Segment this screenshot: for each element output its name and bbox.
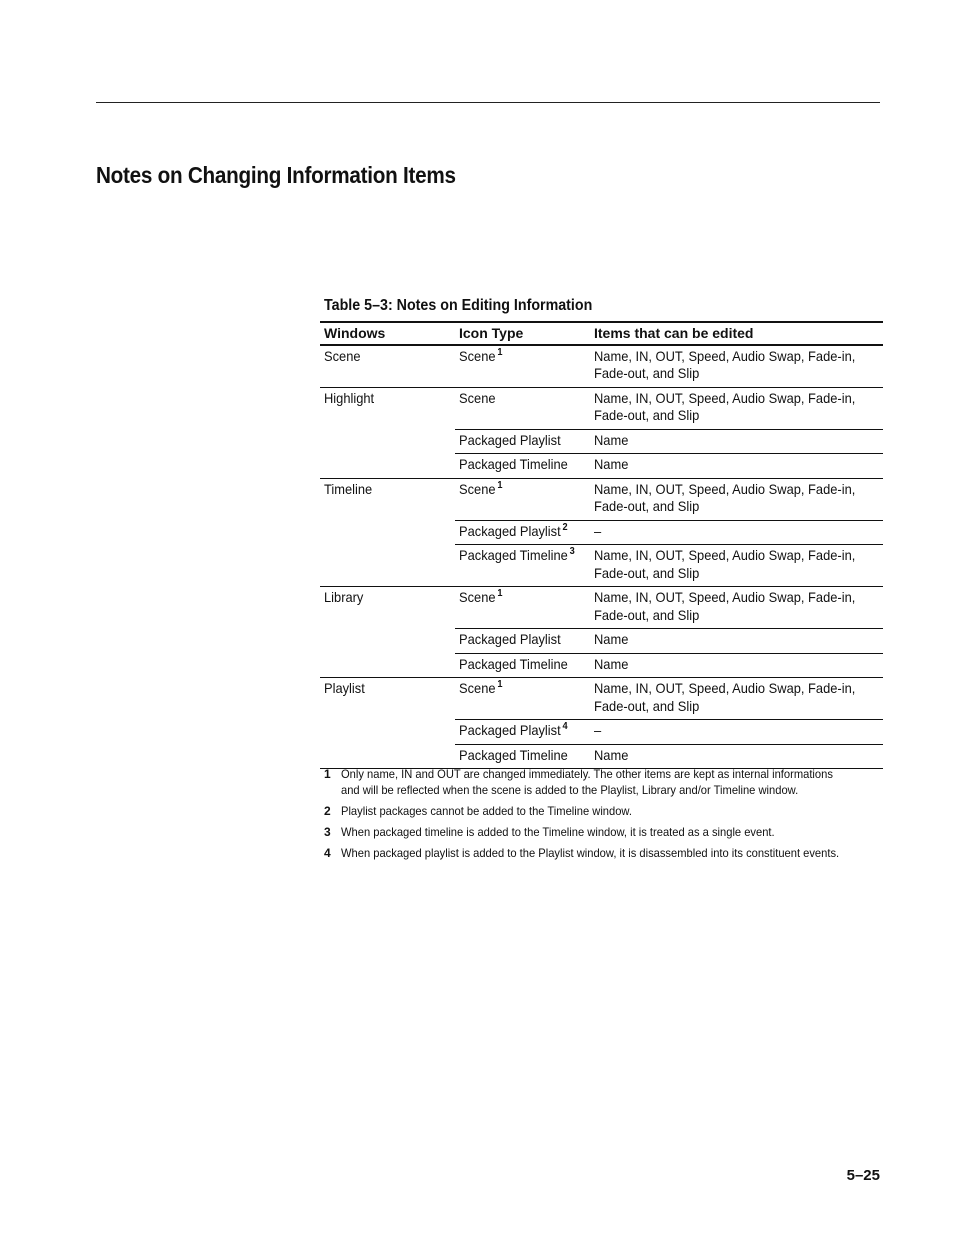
window-cell: Playlist — [320, 678, 455, 769]
table-footnotes — [324, 766, 884, 866]
icon-type-cell: Scene — [455, 387, 590, 429]
icon-type-cell: Scene $^1$ — [455, 478, 590, 520]
items-cell: Name, IN, OUT, Speed, Audio Swap, Fade-in, Fade-out, and Slip — [594, 347, 856, 381]
items-cell: – — [590, 720, 883, 745]
header-rule — [96, 102, 880, 103]
footnote-number: 2 — [324, 804, 331, 818]
footnote-ref: 1 — [497, 588, 503, 599]
items-cell: Name — [590, 653, 883, 678]
notes-table — [320, 321, 883, 769]
table-row — [320, 478, 883, 520]
items-cell: Name, IN, OUT, Speed, Audio Swap, Fade-in, Fade-out, and Slip — [590, 478, 883, 520]
table-header-row — [320, 322, 883, 345]
footnote-text: When packaged timeline is added to the Timeline window, it is treated as a single event. — [341, 825, 775, 839]
items-cell: – — [590, 520, 883, 545]
window-cell: Highlight — [320, 387, 455, 478]
items-cell: Name — [590, 429, 883, 454]
icon-type-cell: Scene $^1$ — [455, 587, 590, 629]
footnote-ref: 1 — [497, 346, 503, 358]
table-caption: Table 5–3: Notes on Editing Information — [324, 297, 593, 314]
items-cell: Name — [590, 454, 883, 479]
footnote-text: When packaged playlist is added to the Playlist window, it is disassembled into its constituent events. — [341, 846, 840, 860]
footnote — [324, 845, 884, 861]
icon-type-cell: Packaged Timeline — [455, 454, 590, 479]
icon-type-cell: Packaged Timeline — [455, 653, 590, 678]
table-row — [320, 678, 883, 720]
items-cell: Name, IN, OUT, Speed, Audio Swap, Fade-in, Fade-out, and Slip — [590, 587, 883, 629]
items-cell: Name, IN, OUT, Speed, Audio Swap, Fade-in, Fade-out, and Slip — [590, 545, 883, 587]
footnote — [324, 803, 884, 819]
footnote-ref: 1 — [497, 479, 503, 491]
footnote-text: Only name, IN and OUT are changed immediately. The other items are kept as internal informations and will be reflected when the scene is added to the Playlist, Library and/or Timeline window. — [341, 767, 833, 797]
footnote-ref: 4 — [562, 721, 568, 732]
footnote — [324, 766, 884, 798]
icon-type-cell: Packaged Playlist — [455, 629, 590, 654]
window-cell: Timeline — [320, 478, 455, 587]
items-cell: Name — [590, 629, 883, 654]
footnote-text: Playlist packages cannot be added to the Timeline window. — [341, 804, 632, 818]
footnote-ref: 2 — [562, 521, 568, 533]
footnote-number: 1 — [324, 767, 331, 781]
footnote-ref: 1 — [497, 679, 503, 690]
notes-table-container — [320, 321, 883, 769]
footnote-ref: 3 — [569, 546, 575, 557]
column-header-icon-type: Icon Type — [455, 322, 590, 345]
column-header-items-editable: Items that can be edited — [590, 322, 883, 345]
icon-type-cell: Packaged Playlist — [455, 429, 590, 454]
icon-type-cell: Scene $^1$ — [455, 678, 590, 720]
icon-type-cell: Packaged Timeline $^3$ — [455, 545, 590, 587]
footnote-number: 4 — [324, 846, 331, 860]
table-row — [320, 587, 883, 629]
icon-type-cell: Scene $^1$ — [459, 346, 503, 364]
column-header-windows: Windows — [320, 322, 455, 345]
window-cell: Library — [320, 587, 455, 678]
table-row — [320, 387, 883, 429]
table-row — [320, 345, 883, 388]
items-cell: Name — [590, 744, 883, 769]
icon-type-cell: Packaged Playlist $^2$ — [455, 520, 590, 545]
items-cell: Name, IN, OUT, Speed, Audio Swap, Fade-in, Fade-out, and Slip — [590, 387, 883, 429]
footnote — [324, 824, 884, 840]
icon-type-cell: Packaged Playlist $^4$ — [455, 720, 590, 745]
icon-type-cell: Packaged Timeline — [455, 744, 590, 769]
items-cell: Name, IN, OUT, Speed, Audio Swap, Fade-in, Fade-out, and Slip — [590, 678, 883, 720]
footnote-number: 3 — [324, 825, 331, 839]
window-cell: Scene — [324, 347, 361, 364]
page-number: 5–25 — [846, 1167, 880, 1184]
page-title: Notes on Changing Information Items — [96, 162, 456, 188]
